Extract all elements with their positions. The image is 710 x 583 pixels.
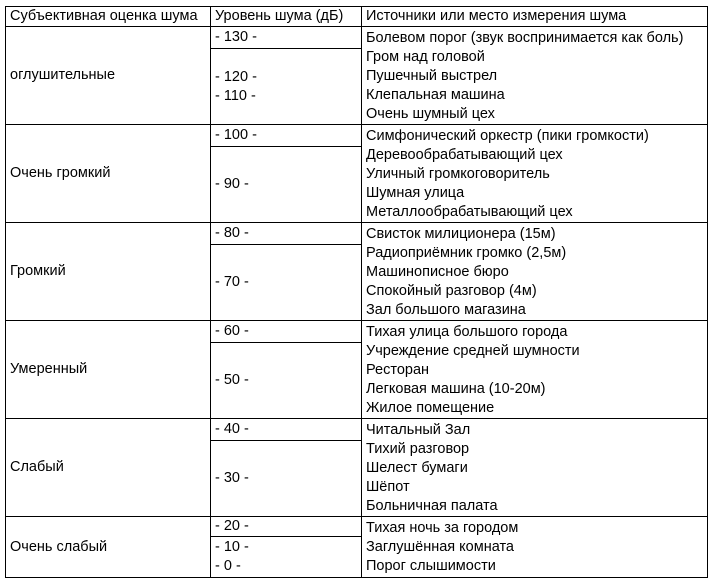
source-item: Симфонический оркестр (пики громкости) — [366, 128, 649, 144]
source-item: Клепальная машина — [366, 87, 505, 103]
level-value: - 120 - — [215, 68, 257, 85]
source-item: Болевом порог (звук воспринимается как боль) — [366, 30, 684, 46]
table-row — [6, 321, 708, 343]
level-value: - 30 - — [215, 470, 249, 487]
sources-cell — [362, 223, 708, 321]
source-item: Тихая улица большого города — [366, 324, 568, 340]
level-top-cell: - 60 - — [211, 321, 362, 343]
noise-level-table — [5, 6, 708, 578]
level-value: - 110 - — [215, 87, 256, 104]
rating-cell: Громкий — [6, 223, 211, 321]
level-rest-cell — [211, 147, 362, 223]
rating-cell: Умеренный — [6, 321, 211, 419]
level-rest-cell — [211, 245, 362, 321]
header-row — [6, 7, 708, 27]
source-item: Читальный Зал — [366, 422, 471, 438]
source-item: Свисток милиционера (15м) — [366, 226, 556, 242]
level-top-cell: - 40 - — [211, 419, 362, 441]
level-top-cell: - 130 - — [211, 27, 362, 49]
table-body — [6, 27, 708, 578]
level-top-cell: - 100 - — [211, 125, 362, 147]
source-item: Тихий разговор — [366, 441, 470, 457]
rating-cell: Очень громкий — [6, 125, 211, 223]
source-item: Шумная улица — [366, 185, 465, 201]
source-item: Зал большого магазина — [366, 302, 526, 318]
rating-cell: оглушительные — [6, 27, 211, 125]
source-item: Металлообрабатывающий цех — [366, 204, 573, 220]
source-item: Жилое помещение — [366, 400, 495, 416]
table-row — [6, 517, 708, 537]
level-value: - 70 - — [215, 274, 249, 291]
source-item: Шёпот — [366, 479, 410, 495]
table-row — [6, 125, 708, 147]
level-top-cell: - 20 - — [211, 517, 362, 537]
level-value: - 50 - — [215, 372, 249, 389]
sources-cell — [362, 125, 708, 223]
header-subjective-rating: Субъективная оценка шума — [6, 7, 211, 27]
level-rest-cell — [211, 537, 362, 578]
sources-cell — [362, 517, 708, 578]
level-value: - 10 - — [215, 539, 249, 555]
level-rest-cell — [211, 441, 362, 517]
source-item: Пушечный выстрел — [366, 68, 498, 84]
sources-cell — [362, 419, 708, 517]
source-item: Шелест бумаги — [366, 460, 468, 476]
level-rest-cell — [211, 49, 362, 125]
source-item: Гром над головой — [366, 49, 485, 65]
source-item: Легковая машина (10-20м) — [366, 381, 546, 397]
source-item: Тихая ночь за городом — [366, 520, 519, 536]
header-noise-level: Уровень шума (дБ) — [211, 7, 362, 27]
level-rest-cell — [211, 343, 362, 419]
table-row — [6, 419, 708, 441]
source-item: Заглушённая комната — [366, 539, 514, 555]
source-item: Радиоприёмник громко (2,5м) — [366, 245, 567, 261]
sources-cell — [362, 27, 708, 125]
level-value: - 0 - — [215, 558, 241, 574]
sources-cell — [362, 321, 708, 419]
source-item: Деревообрабатывающий цех — [366, 147, 563, 163]
source-item: Уличный громкоговоритель — [366, 166, 550, 182]
table-row — [6, 27, 708, 49]
source-item: Машинописное бюро — [366, 264, 509, 280]
source-item: Больничная палата — [366, 498, 498, 514]
source-item: Спокойный разговор (4м) — [366, 283, 537, 299]
source-item: Порог слышимости — [366, 558, 496, 574]
rating-cell: Очень слабый — [6, 517, 211, 578]
level-top-cell: - 80 - — [211, 223, 362, 245]
table-row — [6, 223, 708, 245]
source-item: Очень шумный цех — [366, 106, 495, 122]
header-noise-sources: Источники или место измерения шума — [362, 7, 708, 27]
rating-cell: Слабый — [6, 419, 211, 517]
source-item: Ресторан — [366, 362, 430, 378]
source-item: Учреждение средней шумности — [366, 343, 580, 359]
level-value: - 90 - — [215, 176, 249, 193]
